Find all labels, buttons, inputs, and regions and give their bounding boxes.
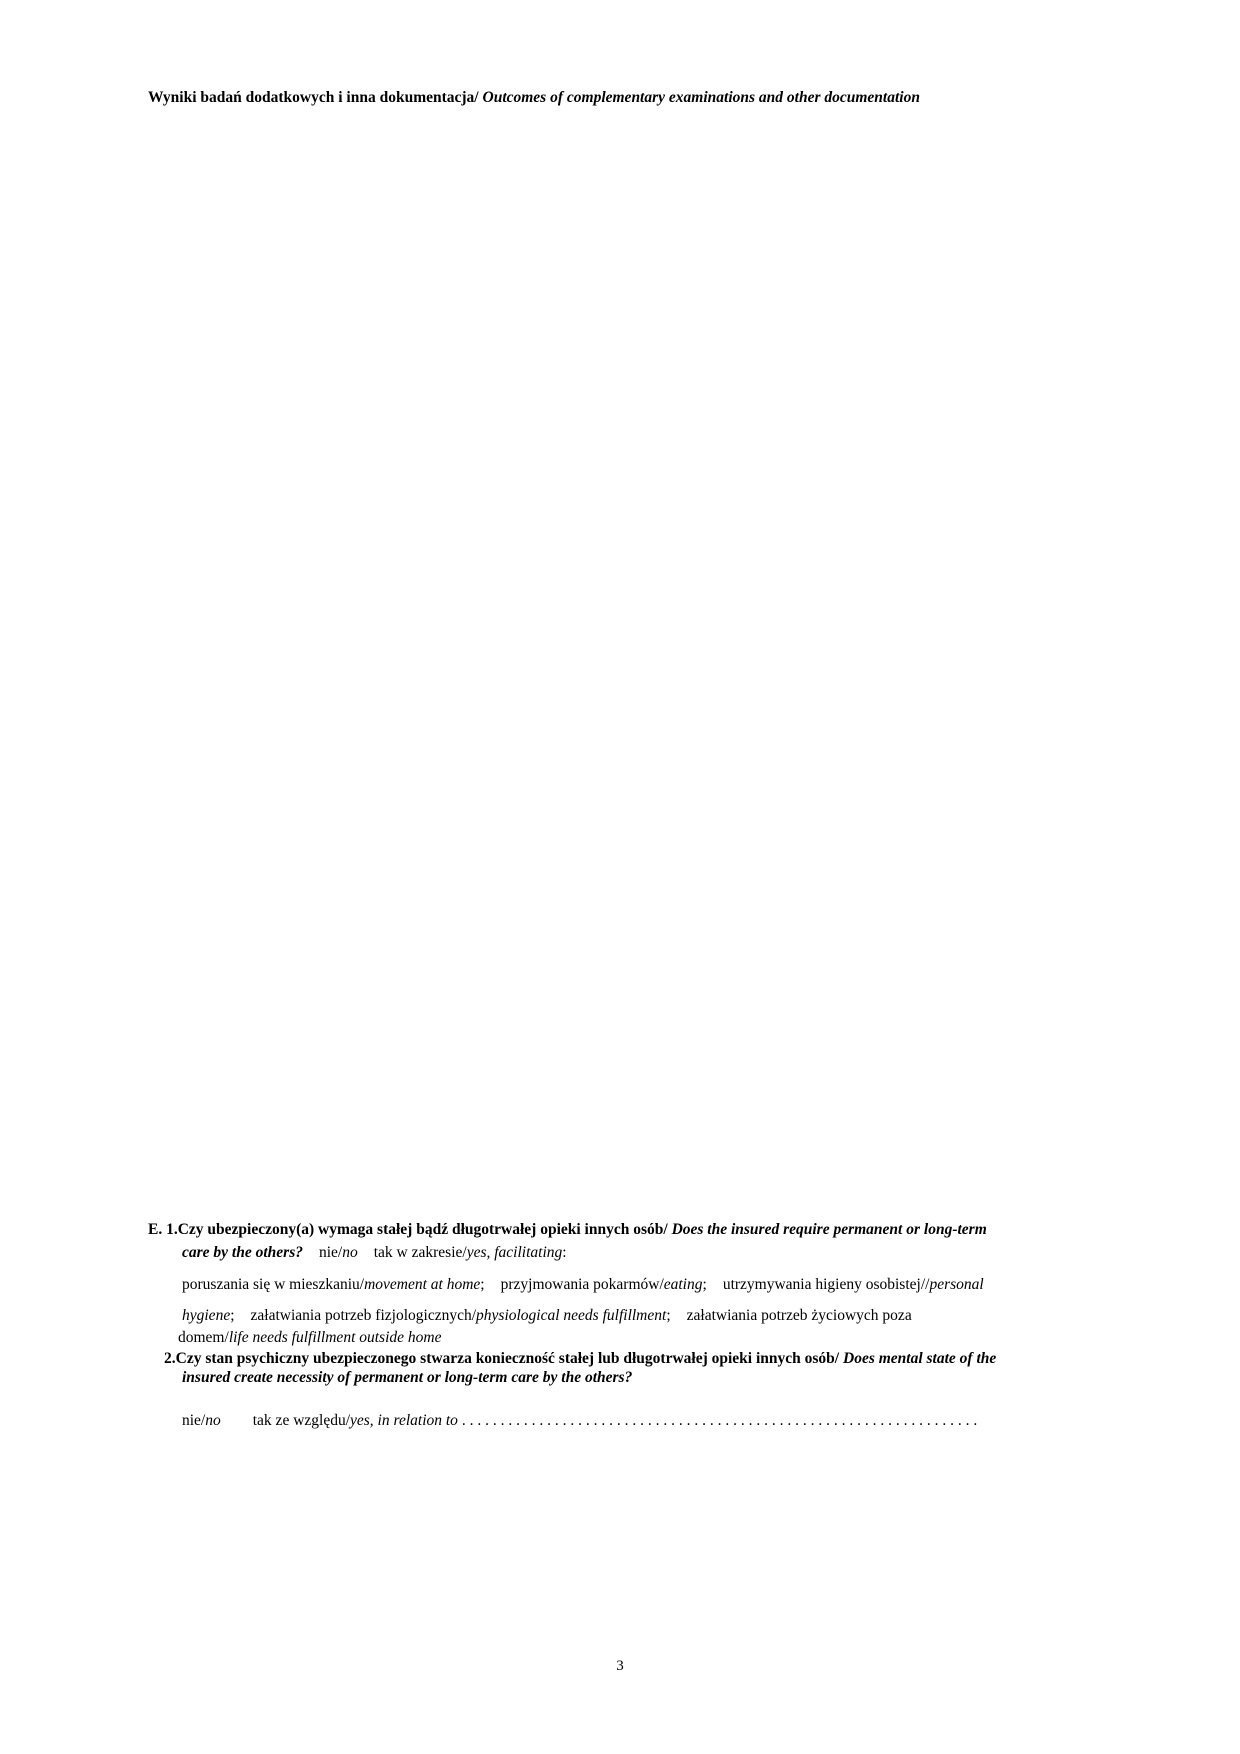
question-e1-en-cont: care by the others? xyxy=(182,1244,303,1261)
option-personal-hygiene[interactable]: utrzymywania higieny osobistej//personal xyxy=(722,1276,984,1293)
option-yes-facilitating[interactable]: tak w zakresie/yes, facilitating: xyxy=(373,1244,567,1261)
option-no-e2[interactable]: nie/no xyxy=(182,1412,221,1429)
option-life-needs-outside-home[interactable]: załatwiania potrzeb życiowych poza xyxy=(686,1307,912,1324)
option-life-needs-outside-home-cont[interactable]: domem/life needs fulfillment outside home xyxy=(178,1329,442,1346)
question-e1-pl: Czy ubezpieczony(a) wymaga stałej bądź długotrwałej opieki innych osób/ xyxy=(177,1221,668,1238)
question-e2-line1 xyxy=(164,1350,996,1368)
question-e2-line2 xyxy=(182,1369,632,1387)
relation-to-fill-line[interactable]: . . . . . . . . . . . . . . . . . . . . . . . . . . . . . . . . . . . . . . . . . . . . . . . . . . . . . . . . . . . . . . . . . . . xyxy=(457,1412,978,1429)
option-physiological-needs[interactable]: załatwiania potrzeb fizjologicznych/physiological needs fulfillment; xyxy=(250,1307,671,1324)
question-e2-answers xyxy=(182,1412,977,1430)
question-e1-line2 xyxy=(182,1244,567,1262)
question-e2-en-cont: insured create necessity of permanent or long-term care by the others? xyxy=(182,1369,633,1386)
option-no[interactable]: nie/no xyxy=(318,1244,358,1261)
question-e2-pl: Czy stan psychiczny ubezpieczonego stwarza konieczność stałej lub długotrwałej opieki innych osób/ xyxy=(175,1350,840,1367)
option-eating[interactable]: przyjmowania pokarmów/eating; xyxy=(500,1276,707,1293)
question-e1-prefix: E. 1. xyxy=(148,1221,178,1238)
heading-en: Outcomes of complementary examinations and other documentation xyxy=(478,89,920,106)
option-yes-in-relation-to[interactable]: tak ze względu/yes, in relation to xyxy=(252,1412,458,1429)
care-options-line3 xyxy=(178,1329,441,1347)
question-e1-line1 xyxy=(148,1221,987,1239)
page-number: 3 xyxy=(616,1658,624,1674)
question-e2-en: Does mental state of the xyxy=(839,1350,997,1367)
question-e1-en: Does the insured require permanent or long-term xyxy=(667,1221,987,1238)
option-movement-at-home[interactable]: poruszania się w mieszkaniu/movement at home; xyxy=(182,1276,485,1293)
care-options-line2 xyxy=(182,1307,912,1325)
option-personal-hygiene-cont[interactable]: hygiene; xyxy=(182,1307,235,1324)
question-e2-prefix: 2. xyxy=(164,1350,176,1367)
heading-pl: Wyniki badań dodatkowych i inna dokumentacja/ xyxy=(148,89,479,106)
section-heading xyxy=(148,89,920,107)
care-options-line1 xyxy=(182,1276,984,1294)
